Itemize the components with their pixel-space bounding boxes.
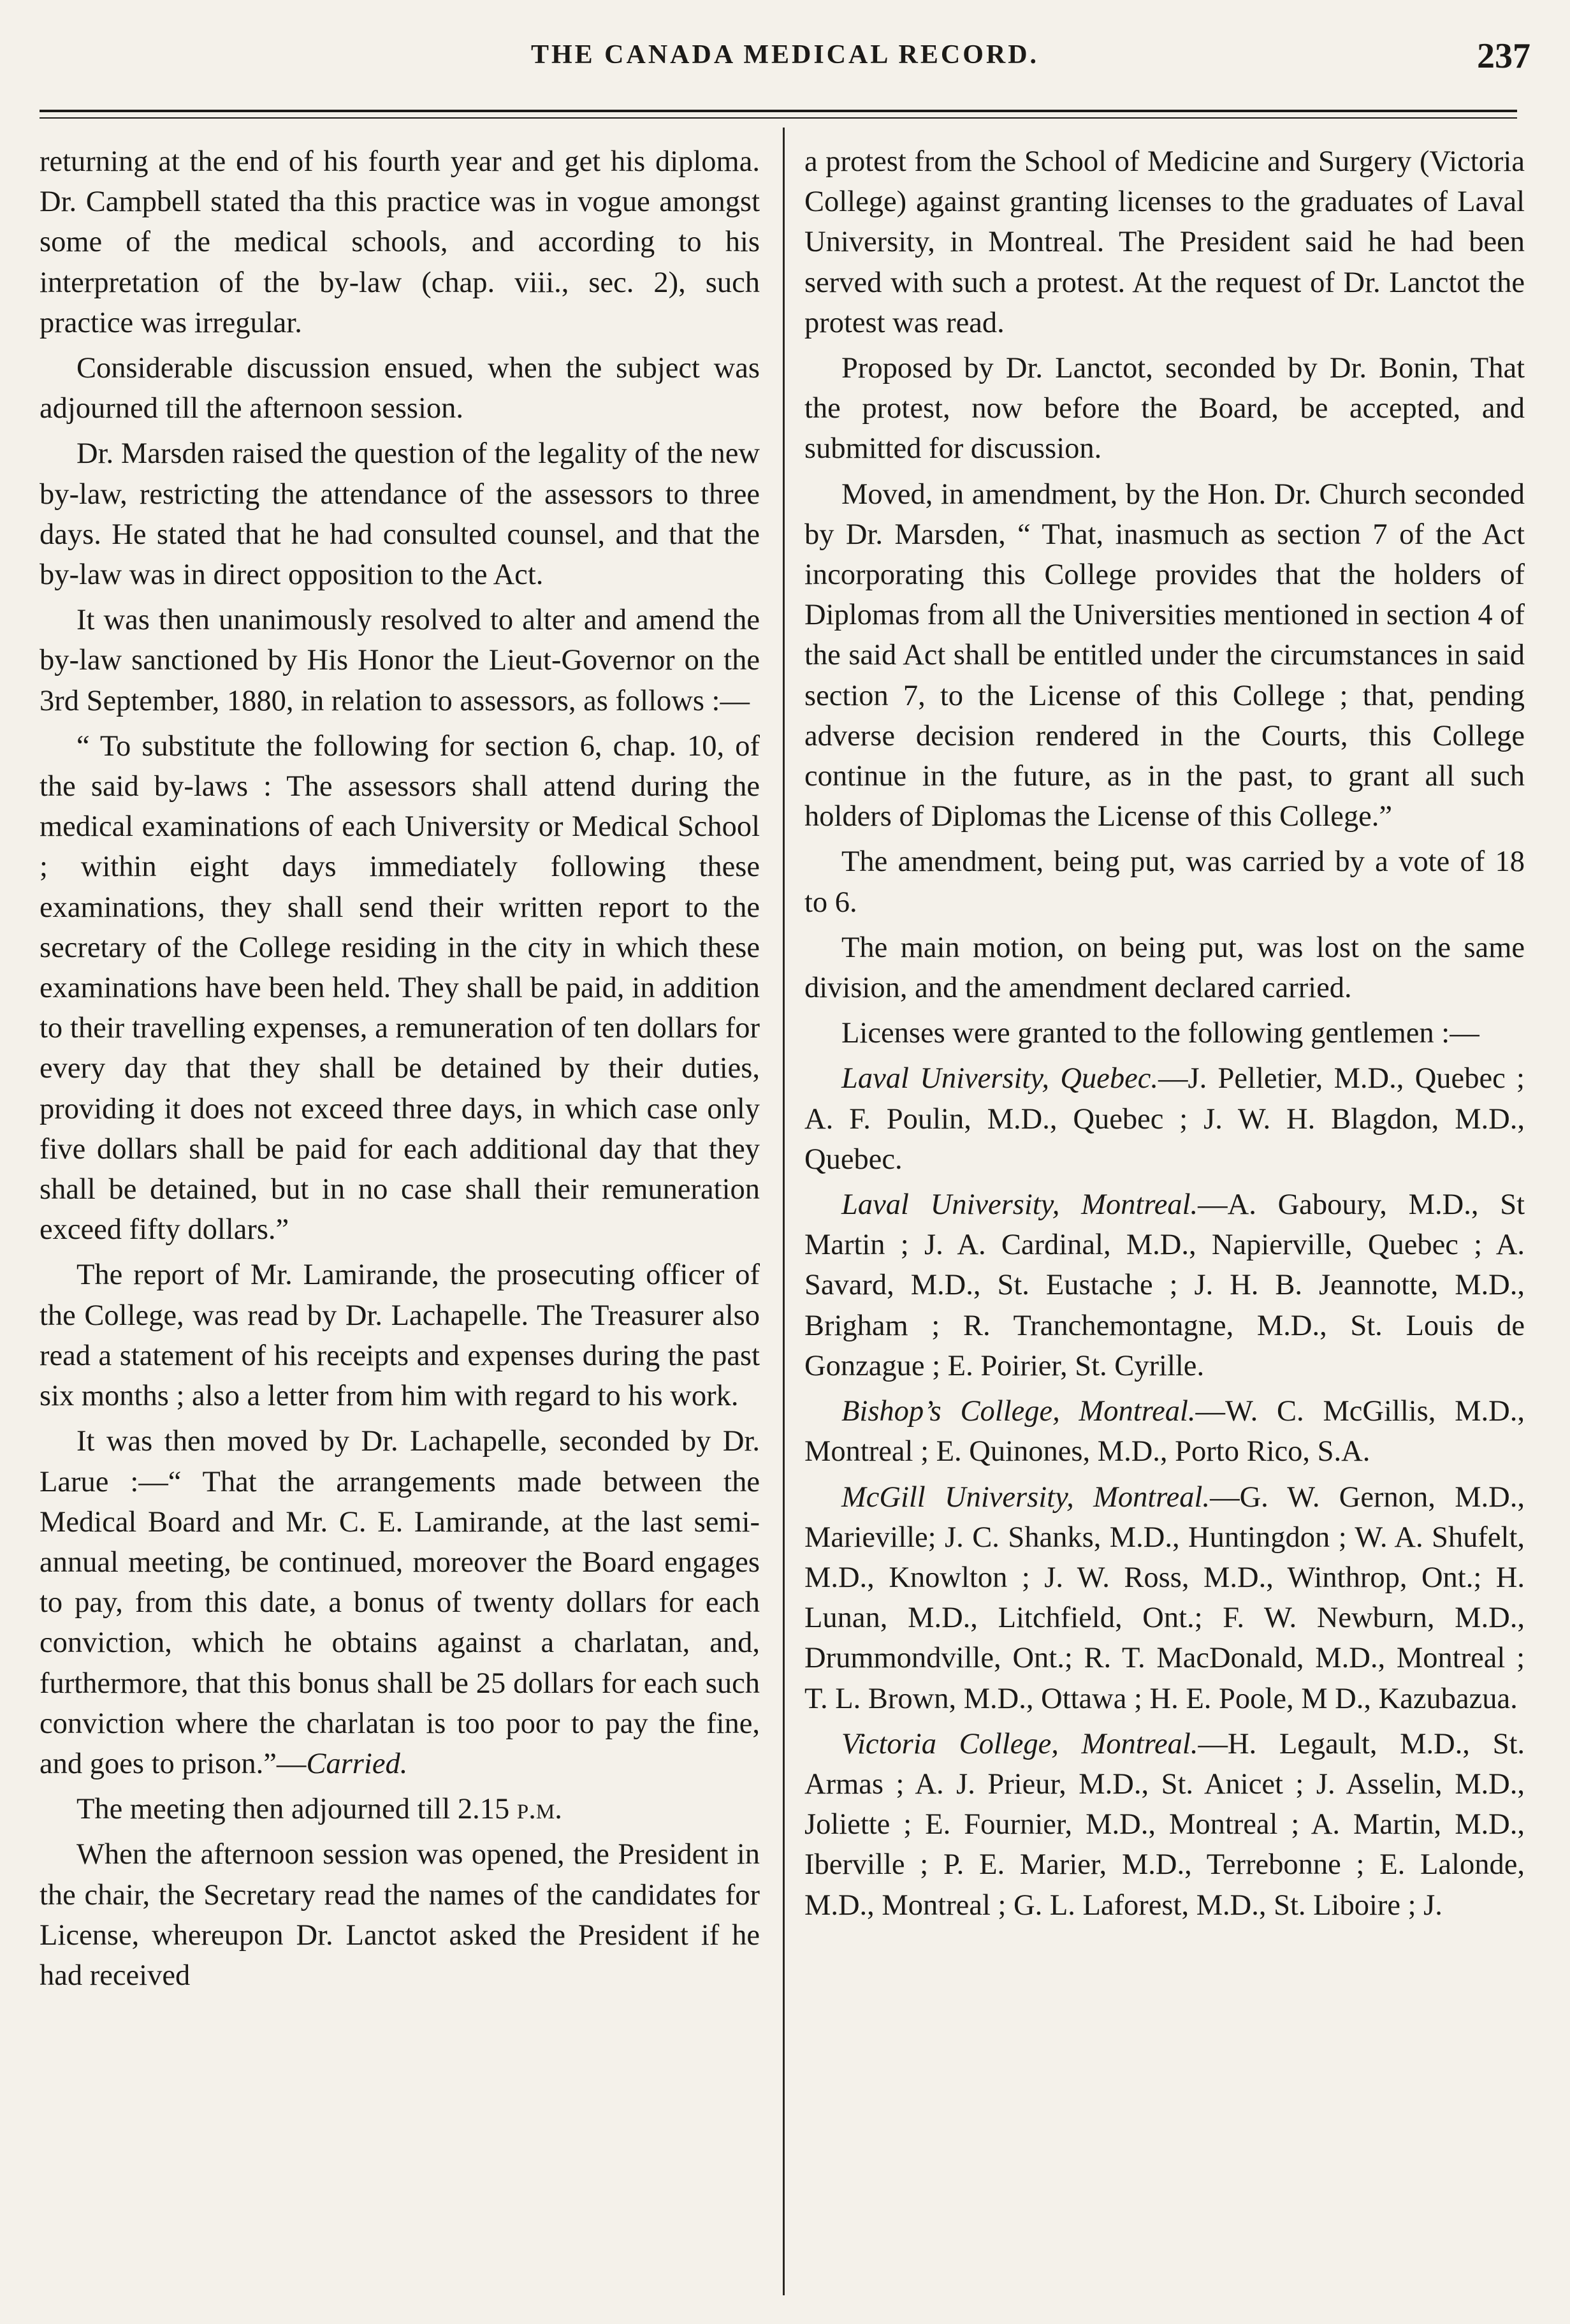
paragraph: The report of Mr. Lamirande, the prosecuting officer of the College, was read by Dr. Lachapelle. The Treasurer also read a statement of his receipts and expenses during the past six months ; also a letter from him with regard to his work. [40,1259,760,1413]
paragraph: The meeting then adjourned till 2.15 p.m. [76,1793,562,1826]
paragraph: Moved, in amendment, by the Hon. Dr. Church seconded by Dr. Marsden, “ That, inasmuch as section 7 of the Act incorporating this College provides that the holders of Diplomas from all the Universities mentioned in section 4 of the said Act shall be entitled under the circumstances in said section 7, to the License of this College ; that, pending adverse decision rendered in the Courts, this College continue in the future, as in the past, to grant all such holders of Diplomas the License of this College.” [804,478,1525,833]
paragraph: Proposed by Dr. Lanctot, seconded by Dr. Bonin, That the protest, now before the Board, be accepted, and submitted for discussion. [804,352,1525,465]
header-rule-thick [40,110,1517,112]
license-list-entry: Bishop’s College, Montreal.—W. C. McGillis, M.D., Montreal ; E. Quinones, M.D., Porto Rico, S.A. [804,1395,1525,1468]
paragraph: Licenses were granted to the following gentlemen :— [841,1017,1479,1050]
paragraph: “ To substitute the following for section 6, chap. 10, of the said by-laws : The assessors shall attend during the medical examinations of each University or Medical School ; within eight days immediately following these examinations, they shall send their written report to the secretary of the College residing in the city in which these examinations have been held. They shall be paid, in addition to their travelling expenses, a remuneration of ten dollars for every day that they shall be detained by their duties, providing it does not exceed three days, in which case only five dollars shall be paid for each additional day that they shall be detained, but in no case shall their remuneration exceed fifty dollars.” [40,729,760,1246]
license-list-entry: Laval University, Quebec.—J. Pelletier, M.D., Quebec ; A. F. Poulin, M.D., Quebec ; J. W. H. Blagdon, M.D., Quebec. [804,1062,1525,1176]
paragraph: It was then moved by Dr. Lachapelle, seconded by Dr. Larue :—“ That the arrangements made between the Medical Board and Mr. C. E. Lamirande, at the last semi-annual meeting, be continued, moreover the Board engages to pay, from this date, a bonus of twenty dollars for each conviction, which he obtains against a charlatan, and, furthermore, that this bonus shall be 25 dollars for each such conviction where the charlatan is too poor to pay the fine, and goes to prison.”—Carried. [40,1425,760,1780]
paragraph: It was then unanimously resolved to alter and amend the by-law sanctioned by His Honor the Lieut-Governor on the 3rd September, 1880, in relation to assessors, as follows :— [40,604,760,717]
paragraph: Considerable discussion ensued, when the subject was adjourned till the afternoon session. [40,352,760,425]
paragraph: a protest from the School of Medicine and Surgery (Victoria College) against granting licenses to the graduates of Laval University, in Montreal. The President said he had been served with such a protest. At the request of Dr. Lanctot the protest was read. [804,145,1525,339]
license-list-entry: Laval University, Montreal.—A. Gaboury, M.D., St Martin ; J. A. Cardinal, M.D., Napierville, Quebec ; A. Savard, M.D., St. Eustache ; J. H. B. Jeannotte, M.D., Brigham ; R. Tranchemontagne, M.D., St. Louis de Gonzague ; E. Poirier, St. Cyrille. [804,1188,1525,1382]
header-rule-thin [40,117,1517,119]
license-list-entry: Victoria College, Montreal.—H. Legault, M.D., St. Armas ; A. J. Prieur, M.D., St. Anicet ; J. Asselin, M.D., Joliette ; E. Fournier, M.D., Montreal ; A. Martin, M.D., Iberville ; P. E. Marier, M.D., Terrebonne ; E. Lalonde, M.D., Montreal ; G. L. Laforest, M.D., St. Liboire ; J. [804,1727,1525,1922]
license-list-entry: McGill University, Montreal.—G. W. Gernon, M.D., Marieville; J. C. Shanks, M.D., Huntingdon ; W. A. Shufelt, M.D., Knowlton ; J. W. Ross, M.D., Winthrop, Ont.; H. Lunan, M.D., Litchfield, Ont.; F. W. Newburn, M.D., Drummondville, Ont.; R. T. MacDonald, M.D., Montreal ; T. L. Brown, M.D., Ottawa ; H. E. Poole, M D., Kazubazua. [804,1480,1525,1715]
paragraph: When the afternoon session was opened, the President in the chair, the Secretary read the names of the candidates for License, whereupon Dr. Lanctot asked the President if he had received [40,1838,760,1992]
left-column [40,142,760,2309]
column-divider [783,128,785,2295]
journal-title: THE CANADA MEDICAL RECORD. [530,40,1040,69]
paragraph: The main motion, on being put, was lost on the same division, and the amendment declared carried. [804,931,1525,1005]
paragraph: returning at the end of his fourth year and get his diploma. Dr. Campbell stated tha this practice was in vogue amongst some of the medical schools, and according to his interpretation of the by-law (chap. viii., sec. 2), such practice was irregular. [40,145,760,339]
right-column [804,142,1525,2309]
page-number: 237 [1477,36,1530,76]
page-header [0,36,1570,91]
paragraph: Dr. Marsden raised the question of the legality of the new by-law, restricting the attendance of the assessors to three days. He stated that he had consulted counsel, and that the by-law was in direct opposition to the Act. [40,437,760,592]
paragraph: The amendment, being put, was carried by a vote of 18 to 6. [804,845,1525,919]
